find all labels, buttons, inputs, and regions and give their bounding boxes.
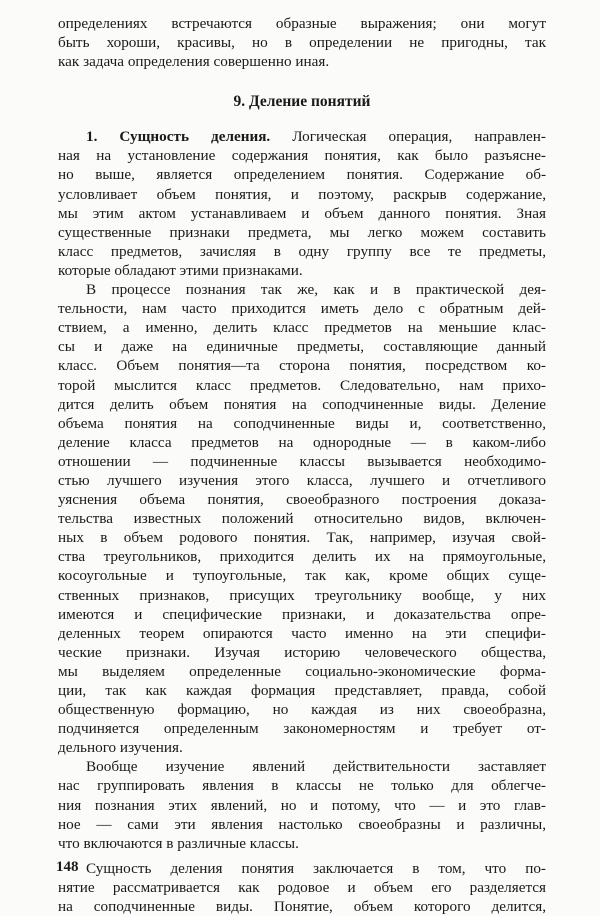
text-line: общественную формацию, но каждая из них своеобразна, [58, 701, 546, 719]
text-line: тельства известных положений относительно видов, включен- [58, 510, 546, 528]
text-line [58, 127, 546, 146]
paragraph-studying-phenomena [58, 757, 546, 852]
text-line: ства треугольников, приходится делить их на прямоугольные, [58, 548, 546, 566]
text-line: ная на установление содержания понятия, как было разъясне- [58, 147, 546, 165]
text-line: нятие рассматривается как родовое и объем его разделяется [58, 878, 546, 896]
text-line: которые обладают этими признаками. [58, 261, 303, 279]
section-heading: 9. Деление понятий [233, 93, 371, 111]
page-text [58, 14, 546, 916]
text-line: мы этим актом устанавливаем и объем данного понятия. Зная [58, 204, 546, 222]
text-line: что включаются в различные классы. [58, 834, 299, 852]
text-line: деленных теорем опираются часто именно на эти специфи- [58, 624, 546, 642]
text-line: существенные признаки предмета, мы легко можем составить [58, 223, 546, 241]
text-line: имеются и специфические признаки, и доказательства опре- [58, 605, 546, 623]
subsection-title: 1. Сущность деления. [86, 128, 271, 146]
text-line: косоугольные и тупоугольные, так как, кроме общих суще- [58, 567, 546, 585]
paragraph-essence-of-division [58, 127, 546, 280]
text-line: ное — сами эти явления настолько своеобразны и различны, [58, 815, 546, 833]
text-line: нас группировать явления в классы не только для облегче- [58, 777, 546, 795]
text-line: ния познания этих явлений, но и потому, что — и это глав- [58, 796, 546, 814]
text-line: сы и даже на единичные предметы, составляющие данный [58, 338, 546, 356]
text-line: на соподчиненные виды. Понятие, объем которого делится, [58, 898, 546, 916]
intro-paragraph [58, 14, 546, 71]
text-line: ческие признаки. Изучая историю человеческого общества, [58, 643, 546, 661]
text-line: условливает объем понятия, и поэтому, раскрыв содержание, [58, 185, 546, 203]
page-number: 148 [56, 859, 79, 875]
text-line: тельности, нам часто приходится иметь дело с обратным дей- [58, 300, 546, 318]
text-line: как задача определения совершенно иная. [58, 53, 330, 71]
text-line: класс. Объем понятия—та сторона понятия, посредством ко- [58, 357, 546, 375]
text-line: отношении — подчиненные классы вызывается необходимо- [58, 452, 546, 470]
text-line: объема понятия на соподчиненные виды и, соответственно, [58, 414, 546, 432]
text-line: ных в объем родового понятия. Так, например, изучая свой- [58, 529, 546, 547]
text-line: быть хороши, красивы, но в определении не пригодны, так [58, 34, 546, 52]
paragraph-essence-of-concept-division [58, 859, 546, 916]
text-line: мы выделяем определенные социально-экономические форма- [58, 662, 546, 680]
text-line: но выше, является определением понятия. Содержание об- [58, 166, 546, 184]
text-line: определениях встречаются образные выражения; они могут [58, 15, 546, 32]
text-line: торой мыслится класс предметов. Следовательно, нам прихо- [58, 376, 546, 394]
text-line: деление класса предметов на однородные — в каком-либо [58, 433, 546, 451]
text-fragment: Логическая операция, направлен- [270, 128, 546, 146]
text-line: подчиняется определенным закономерностям и требует от- [58, 720, 546, 738]
text-line: ственных признаков, присущих треугольнику вообще, у них [58, 586, 546, 604]
text-line: В процессе познания так же, как и в практической дея- [86, 281, 546, 299]
text-line: дится делить объем понятия на соподчиненные виды. Деление [58, 395, 546, 413]
text-line: дельного изучения. [58, 739, 183, 757]
text-line: Сущность деления понятия заключается в том, что по- [86, 859, 546, 877]
text-line: класс предметов, зачисляя в одну группу все те предметы, [58, 242, 546, 260]
text-line: ции, так как каждая формация представляет, правда, собой [58, 682, 546, 699]
text-line: Вообще изучение явлений действительности заставляет [86, 758, 546, 776]
paragraph-cognition-process [58, 280, 546, 757]
text-line: уяснения объема понятия, своеобразного построения доказа- [58, 491, 546, 509]
text-line: ствием, а именно, делить класс предметов на меньшие клас- [58, 319, 546, 337]
text-line: стью лучшего изучения этого класса, лучшего и отчетливого [58, 471, 546, 489]
